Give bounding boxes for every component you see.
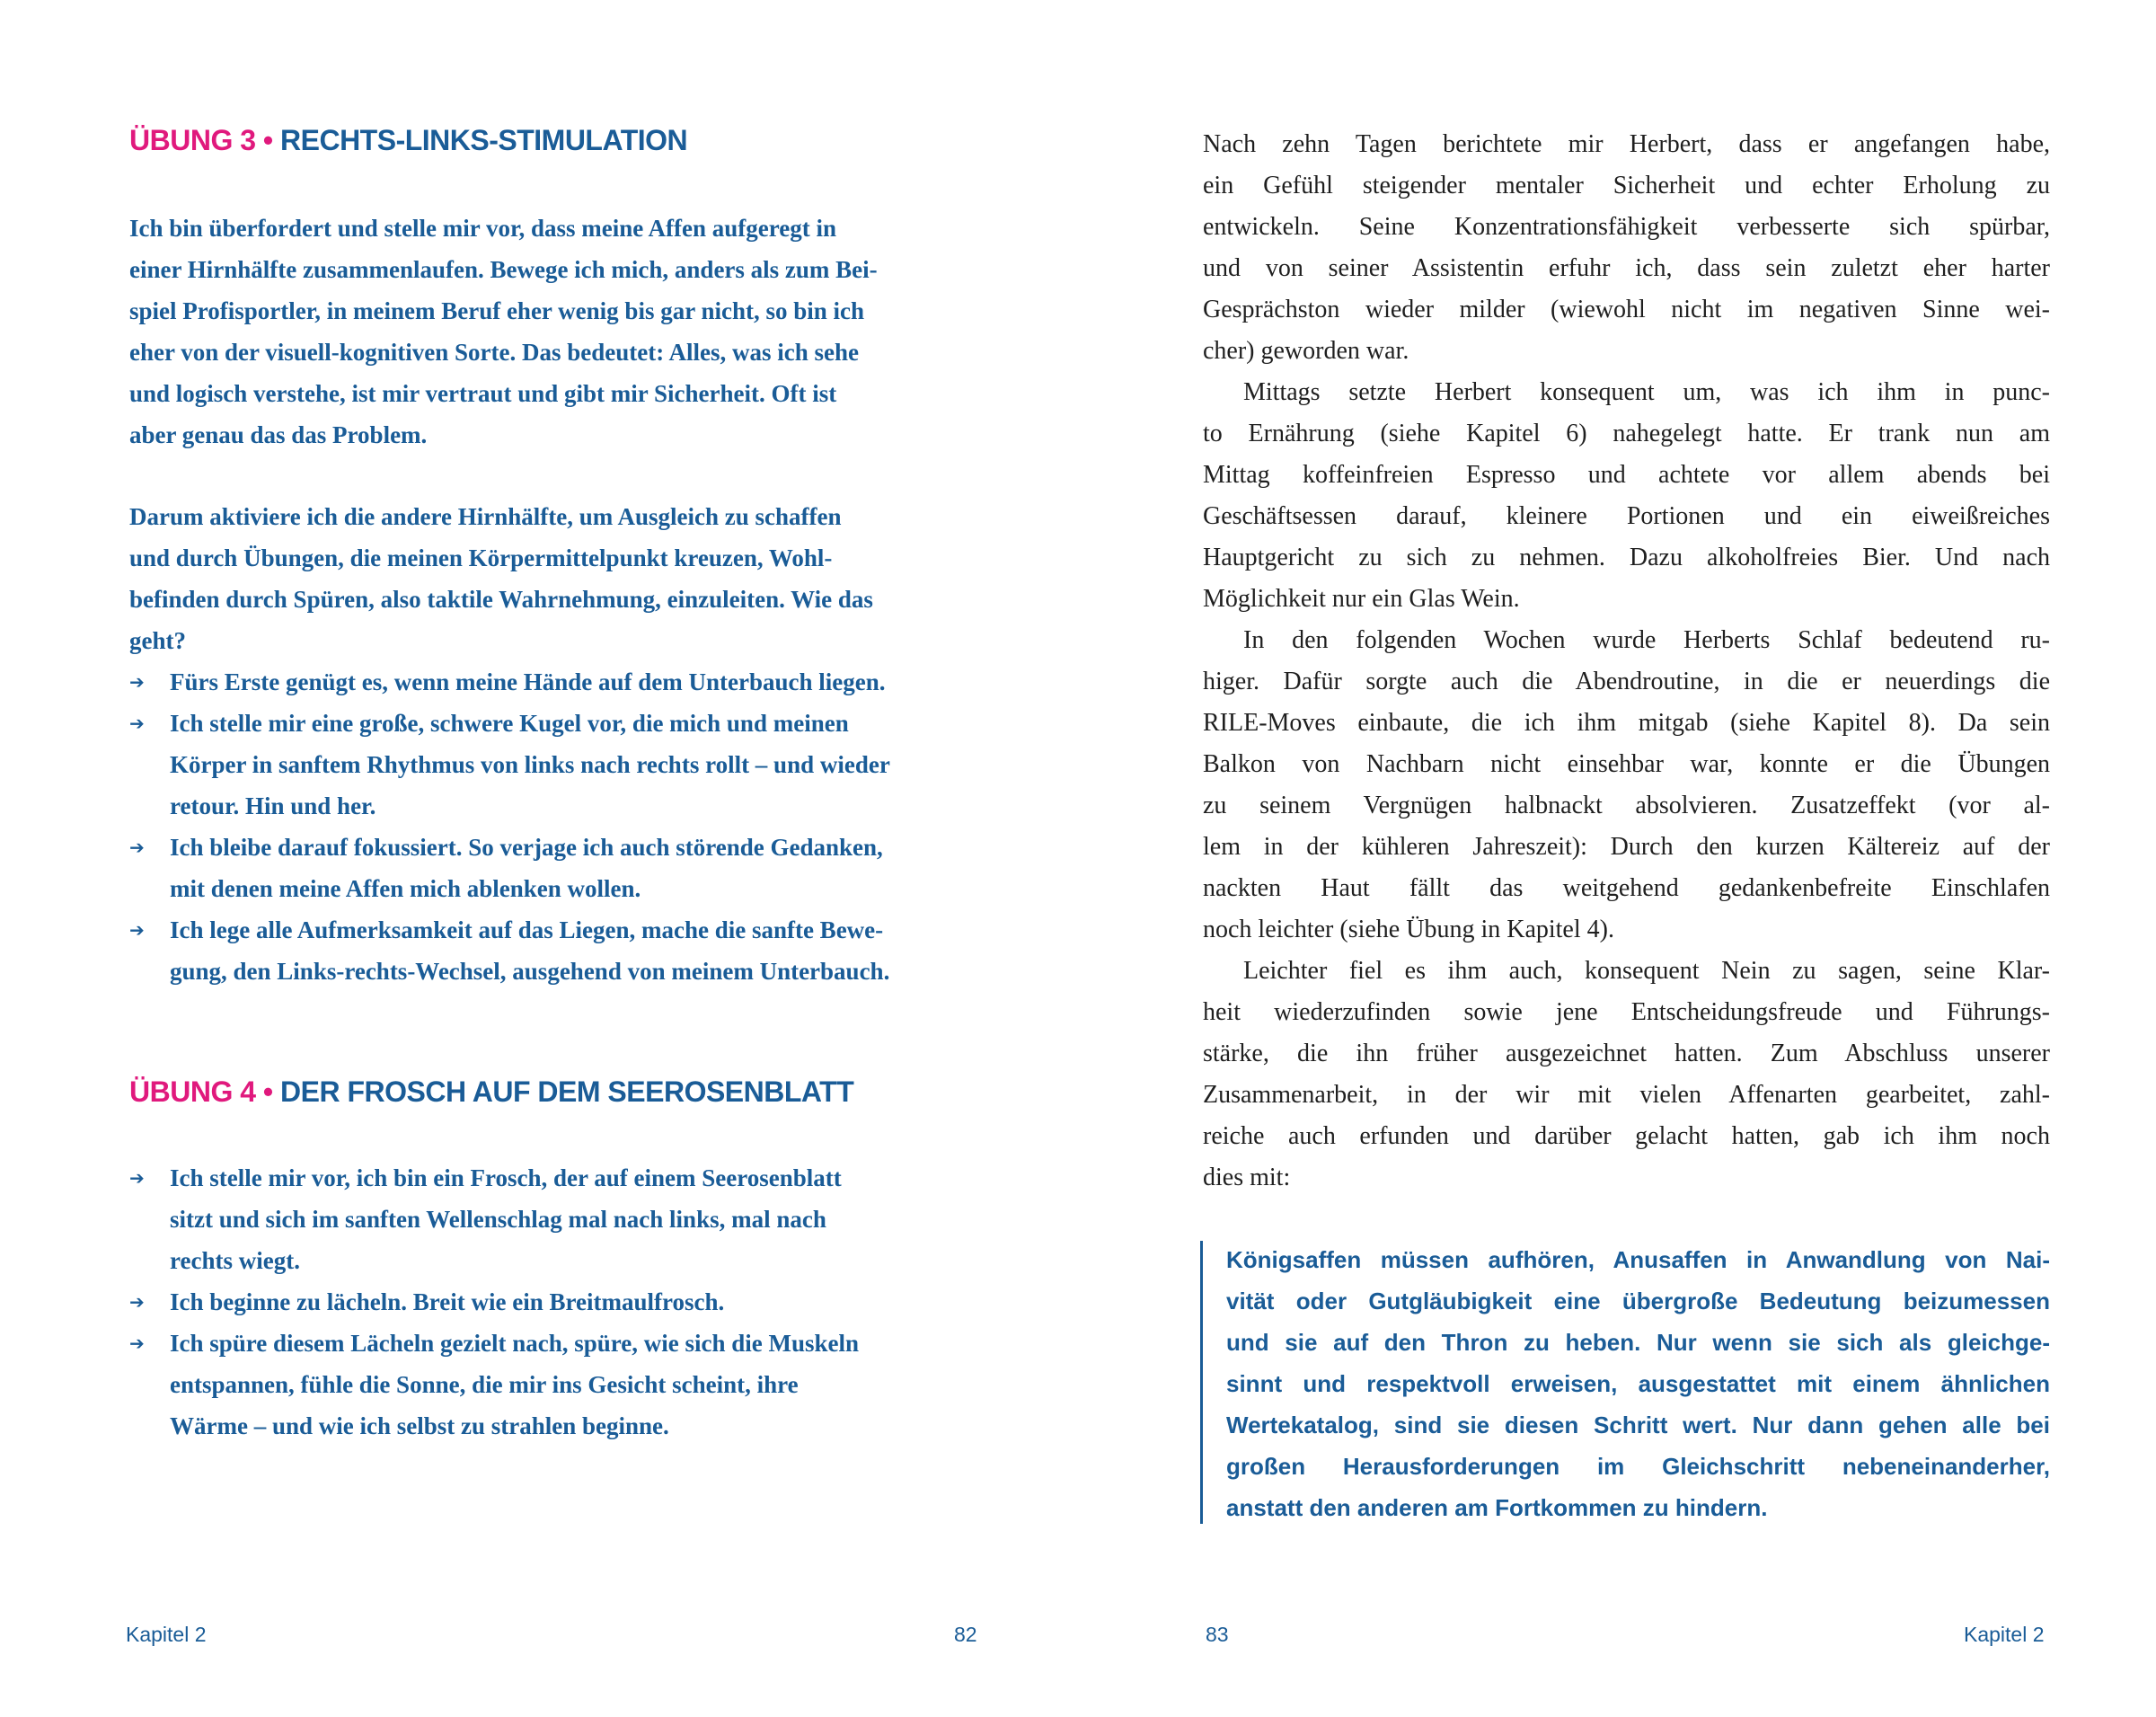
exercise-3-heading	[129, 124, 687, 157]
text-line: sitzt und sich im sanften Wellenschlag mal nach links, mal nach	[170, 1206, 826, 1233]
text-line: Darum aktiviere ich die andere Hirnhälfte, um Ausgleich zu schaffen	[129, 503, 842, 530]
text-line: vität oder Gutgläubigkeit eine übergroße Bedeutung beizumessen	[1226, 1288, 2050, 1314]
text-line: Ich bleibe darauf fokussiert. So verjage ich auch störende Gedanken,	[170, 834, 883, 861]
text-line: Balkon von Nachbarn nicht einsehbar war, konnte er die Übungen	[1203, 750, 2050, 778]
text-line: und durch Übungen, die meinen Körpermittelpunkt kreuzen, Wohl-	[129, 544, 833, 571]
right-body-text	[1203, 124, 2050, 1199]
text-line: anstatt den anderen am Fortkommen zu hindern.	[1226, 1494, 1768, 1521]
separator-dot: •	[262, 1075, 273, 1108]
bullet-item	[129, 661, 978, 703]
text-line: cher) geworden war.	[1203, 337, 1409, 365]
text-line: Geschäftsessen darauf, kleinere Portionen und ein eiweißreiches	[1203, 502, 2050, 530]
bullet-item	[129, 1157, 978, 1281]
arrow-right-icon: ➔	[129, 1167, 145, 1189]
text-line: stärke, die ihn früher ausgezeichnet hatten. Zum Abschluss unserer	[1203, 1040, 2050, 1067]
footer-chapter-right: Kapitel 2	[1964, 1623, 2045, 1646]
bullet-item	[129, 1281, 978, 1323]
paragraph	[1203, 124, 2050, 372]
text-line: gung, den Links-rechts-Wechsel, ausgehend von meinem Unterbauch.	[170, 958, 890, 985]
text-line: higer. Dafür sorgte auch die Abendroutine, in die er neuerdings die	[1203, 668, 2050, 695]
text-line: Ich stelle mir eine große, schwere Kugel vor, die mich und meinen	[170, 710, 849, 737]
text-line: Nach zehn Tagen berichtete mir Herbert, dass er angefangen habe,	[1203, 130, 2050, 158]
text-line: Zusammenarbeit, in der wir mit vielen Affenarten gearbeitet, zahl-	[1203, 1081, 2050, 1109]
text-line: rechts wiegt.	[170, 1247, 300, 1274]
text-line: Ich spüre diesem Lächeln gezielt nach, spüre, wie sich die Muskeln	[170, 1330, 860, 1357]
text-line: retour. Hin und her.	[170, 792, 376, 819]
page-number-right: 83	[1206, 1623, 1229, 1646]
text-line: Körper in sanftem Rhythmus von links nach rechts rollt – und wieder	[170, 751, 890, 778]
text-line: Mittags setzte Herbert konsequent um, was ich ihm in punc-	[1243, 378, 2050, 406]
bullet-item	[129, 1323, 978, 1447]
text-line: heit wiederzufinden sowie jene Entscheidungsfreude und Führungs-	[1203, 998, 2050, 1026]
text-line: Ich beginne zu lächeln. Breit wie ein Breitmaulfrosch.	[170, 1288, 725, 1315]
text-line: dies mit:	[1203, 1164, 1291, 1191]
text-line: und logisch verstehe, ist mir vertraut und gibt mir Sicherheit. Oft ist	[129, 380, 837, 407]
paragraph	[1203, 372, 2050, 620]
exercise-4-bullets	[129, 1157, 978, 1447]
arrow-right-icon: ➔	[129, 712, 145, 734]
text-line: entwickeln. Seine Konzentrationsfähigkeit verbesserte sich spürbar,	[1203, 213, 2050, 241]
exercise-number: ÜBUNG 4	[129, 1075, 256, 1108]
text-line: großen Herausforderungen im Gleichschritt nebeneinanderher,	[1226, 1453, 2050, 1480]
pull-quote	[1226, 1239, 2050, 1528]
bullet-item	[129, 703, 978, 827]
text-line: Königsaffen müssen aufhören, Anusaffen in Anwandlung von Nai-	[1226, 1246, 2050, 1273]
text-line: Leichter fiel es ihm auch, konsequent Nein zu sagen, seine Klar-	[1243, 957, 2050, 985]
arrow-right-icon: ➔	[129, 1291, 145, 1313]
text-line: Ich lege alle Aufmerksamkeit auf das Liegen, mache die sanfte Bewe-	[170, 916, 884, 943]
exercise-3-paragraph-1	[129, 208, 978, 456]
text-line: mit denen meine Affen mich ablenken wollen.	[170, 875, 641, 902]
exercise-title: RECHTS-LINKS-STIMULATION	[280, 124, 688, 156]
text-line: geht?	[129, 627, 186, 654]
text-line: Hauptgericht zu sich zu nehmen. Dazu alkoholfreies Bier. Und nach	[1203, 544, 2050, 571]
text-line: und von seiner Assistentin erfuhr ich, dass sein zuletzt eher harter	[1203, 254, 2050, 282]
paragraph	[1203, 951, 2050, 1199]
exercise-4-heading	[129, 1075, 853, 1109]
exercise-3-paragraph-2	[129, 496, 978, 992]
text-line: Möglichkeit nur ein Glas Wein.	[1203, 585, 1520, 613]
text-line: eher von der visuell-kognitiven Sorte. Das bedeutet: Alles, was ich sehe	[129, 339, 859, 366]
footer-chapter-left: Kapitel 2	[126, 1623, 207, 1646]
text-line: In den folgenden Wochen wurde Herberts Schlaf bedeutend ru-	[1243, 626, 2050, 654]
arrow-right-icon: ➔	[129, 1332, 145, 1354]
text-line: befinden durch Spüren, also taktile Wahrnehmung, einzuleiten. Wie das	[129, 586, 873, 613]
text-line: aber genau das das Problem.	[129, 421, 428, 448]
text-line: Wärme – und wie ich selbst zu strahlen beginne.	[170, 1412, 669, 1439]
text-line: Ich bin überfordert und stelle mir vor, dass meine Affen aufgeregt in	[129, 215, 836, 242]
text-line: entspannen, fühle die Sonne, die mir ins Gesicht scheint, ihre	[170, 1371, 799, 1398]
text-line: ein Gefühl steigender mentaler Sicherheit und echter Erholung zu	[1203, 172, 2050, 199]
arrow-right-icon: ➔	[129, 671, 145, 693]
text-line: Fürs Erste genügt es, wenn meine Hände auf dem Unterbauch liegen.	[170, 668, 886, 695]
text-line: sinnt und respektvoll erweisen, ausgestattet mit einem ähnlichen	[1226, 1370, 2050, 1397]
exercise-number: ÜBUNG 3	[129, 124, 256, 156]
arrow-right-icon: ➔	[129, 919, 145, 941]
paragraph	[1203, 620, 2050, 951]
text-line: spiel Profisportler, in meinem Beruf eher wenig bis gar nicht, so bin ich	[129, 297, 865, 324]
text-line: einer Hirnhälfte zusammenlaufen. Bewege ich mich, anders als zum Bei-	[129, 256, 878, 283]
arrow-right-icon: ➔	[129, 836, 145, 858]
text-line: Mittag koffeinfreien Espresso und achtete vor allem abends bei	[1203, 461, 2050, 489]
text-line: Ich stelle mir vor, ich bin ein Frosch, der auf einem Seerosenblatt	[170, 1164, 842, 1191]
text-line: noch leichter (siehe Übung in Kapitel 4).	[1203, 916, 1614, 943]
bullet-item	[129, 827, 978, 909]
text-line: reiche auch erfunden und darüber gelacht hatten, gab ich ihm noch	[1203, 1122, 2050, 1150]
text-line: Wertekatalog, sind sie diesen Schritt wert. Nur dann gehen alle bei	[1226, 1412, 2050, 1438]
text-line: RILE-Moves einbaute, die ich ihm mitgab (siehe Kapitel 8). Da sein	[1203, 709, 2050, 737]
quote-bar	[1200, 1241, 1203, 1524]
exercise-title: DER FROSCH AUF DEM SEEROSENBLATT	[280, 1075, 854, 1108]
text-line: Gesprächston wieder milder (wiewohl nicht im negativen Sinne wei-	[1203, 296, 2050, 323]
separator-dot: •	[262, 124, 273, 156]
text-line: nackten Haut fällt das weitgehend gedankenbefreite Einschlafen	[1203, 874, 2050, 902]
page-number-left: 82	[954, 1623, 977, 1646]
text-line: lem in der kühleren Jahreszeit): Durch den kurzen Kältereiz auf der	[1203, 833, 2050, 861]
text-line: zu seinem Vergnügen halbnackt absolvieren. Zusatzeffekt (vor al-	[1203, 792, 2050, 819]
bullet-item	[129, 909, 978, 992]
text-line: und sie auf den Thron zu heben. Nur wenn sie sich als gleichge-	[1226, 1329, 2050, 1356]
text-line: to Ernährung (siehe Kapitel 6) nahegelegt hatte. Er trank nun am	[1203, 420, 2050, 447]
